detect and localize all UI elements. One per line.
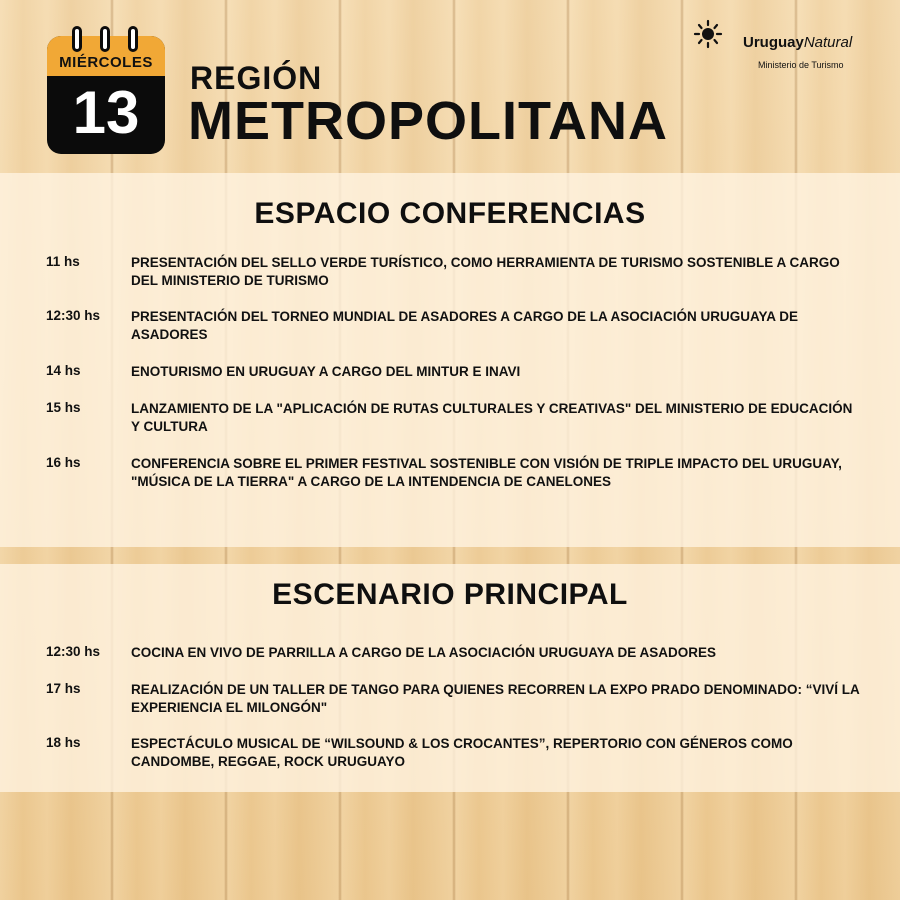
schedule-time: 14 hs [46,363,81,378]
schedule-time: 12:30 hs [46,308,101,323]
schedule-description: CONFERENCIA SOBRE EL PRIMER FESTIVAL SOSTENIBLE CON VISIÓN DE TRIPLE IMPACTO DEL URUGUAY, "MÚSICA DE LA TIERRA" A CARGO DE LA INTENDENCIA DE CANELONES [131,456,842,489]
schedule-time: 17 hs [46,681,81,696]
schedule-time: 16 hs [46,455,81,470]
conferences-title: ESPACIO CONFERENCIAS [254,197,646,230]
schedule-time: 15 hs [46,400,81,415]
schedule-time: 11 hs [46,254,80,269]
schedule-description: PRESENTACIÓN DEL SELLO VERDE TURÍSTICO, COMO HERRAMIENTA DE TURISMO SOSTENIBLE A CARGO DEL MINISTERIO DE TURISMO [131,255,840,288]
main-stage-title: ESCENARIO PRINCIPAL [272,578,628,611]
uruguay-natural-sun-icon [685,18,731,64]
schedule-description: COCINA EN VIVO DE PARRILLA A CARGO DE LA ASOCIACIÓN URUGUAYA DE ASADORES [131,645,717,660]
schedule-description: ESPECTÁCULO MUSICAL DE “WILSOUND & LOS CROCANTES”, REPERTORIO CON GÉNEROS COMO CANDOMBE, REGGAE, ROCK URUGUAYO [131,736,793,769]
schedule-description: ENOTURISMO EN URUGUAY A CARGO DEL MINTUR E INAVI [131,364,521,379]
calendar-date: 13 [72,79,140,146]
page-title: METROPOLITANA [188,91,668,151]
schedule-time: 18 hs [46,735,81,750]
logo-subtitle: Ministerio de Turismo [758,60,844,70]
schedule-time: 12:30 hs [46,644,101,659]
schedule-description: PRESENTACIÓN DEL TORNEO MUNDIAL DE ASADORES A CARGO DE LA ASOCIACIÓN URUGUAYA DE ASADORES [131,309,799,342]
region-label: REGIÓN [190,60,323,96]
conferences-panel [0,173,900,547]
logo-brand: UruguayNatural [743,34,853,51]
calendar-day: MIÉRCOLES [59,54,153,71]
uruguay-natural-logo [685,18,880,78]
calendar-ring-icon [72,26,82,52]
schedule-description: REALIZACIÓN DE UN TALLER DE TANGO PARA QUIENES RECORREN LA EXPO PRADO DENOMINADO: “VIVÍ LA EXPERIENCIA EL MILONGÓN" [131,682,860,715]
schedule-description: LANZAMIENTO DE LA "APLICACIÓN DE RUTAS CULTURALES Y CREATIVAS" DEL MINISTERIO DE EDUCACIÓN Y CULTURA [131,401,853,434]
calendar-ring-icon [100,26,110,52]
main-stage-panel [0,564,900,792]
calendar-ring-icon [128,26,138,52]
calendar-icon [47,36,165,154]
